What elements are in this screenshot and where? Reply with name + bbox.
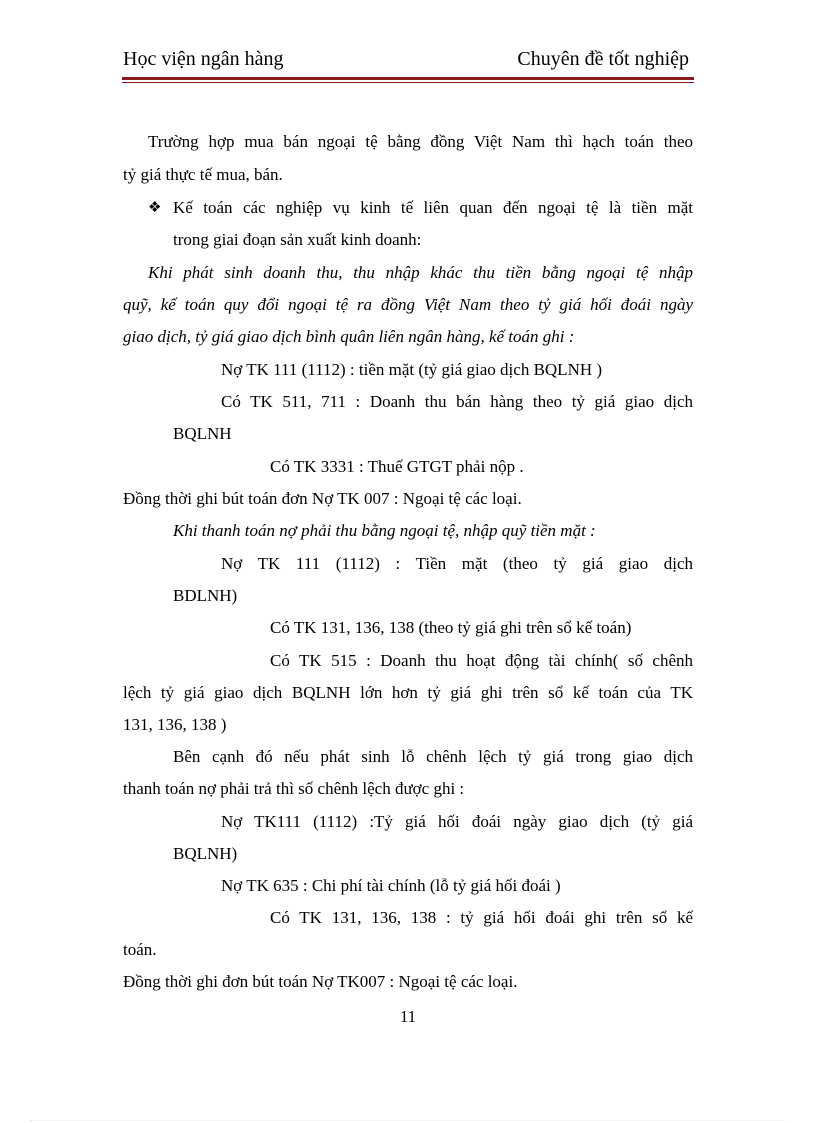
paragraph-line: thanh toán nợ phải trả thì số chênh lệch được ghi : — [123, 779, 465, 798]
italic-line: Khi thanh toán nợ phải thu bằng ngoại tệ, nhập quỹ tiền mặt : — [173, 521, 596, 540]
paragraph-line: 131, 136, 138 ) — [123, 715, 227, 734]
journal-entry-continuation: BQLNH — [173, 424, 232, 443]
journal-entry-credit: Có TK 511, 711 : Doanh thu bán hàng theo tỷ giá giao dịch — [221, 392, 693, 411]
header-rule-thin — [122, 82, 694, 83]
italic-line: quỹ, kế toán quy đổi ngoại tệ ra đồng Việt Nam theo tỷ giá hối đoái ngày — [123, 295, 693, 314]
page-number: 11 — [399, 1007, 417, 1026]
header-rule-thick — [122, 77, 694, 80]
journal-entry-debit: Nợ TK111 (1112) :Tỷ giá hối đoái ngày giao dịch (tỷ giá — [221, 812, 693, 831]
bullet-heading-line: trong giai đoạn sản xuất kinh doanh: — [173, 230, 422, 249]
journal-entry-credit: Có TK 515 : Doanh thu hoạt động tài chính( số chênh — [270, 651, 693, 670]
paragraph-line: Đồng thời ghi đơn bút toán Nợ TK007 : Ngoại tệ các loại. — [123, 972, 518, 991]
journal-entry-continuation: BQLNH) — [173, 844, 238, 863]
paragraph-line: Đồng thời ghi bút toán đơn Nợ TK 007 : Ngoại tệ các loại. — [123, 489, 522, 508]
paragraph-line: lệch tỷ giá giao dịch BQLNH lớn hơn tỷ giá ghi trên sổ kế toán của TK — [123, 683, 693, 702]
bullet-heading-line: Kế toán các nghiệp vụ kinh tế liên quan đến ngoại tệ là tiền mặt — [173, 198, 693, 217]
diamond-bullet-icon: ❖ — [148, 200, 162, 216]
paragraph-line: Bên cạnh đó nếu phát sinh lỗ chênh lệch tỷ giá trong giao dịch — [173, 747, 693, 766]
header-document-type: Chuyên đề tốt nghiệp — [517, 48, 689, 70]
journal-entry-credit: Có TK 131, 136, 138 (theo tỷ giá ghi trên sổ kế toán) — [270, 618, 632, 637]
italic-line: giao dịch, tỷ giá giao dịch bình quân liên ngân hàng, kế toán ghi : — [123, 327, 575, 346]
paragraph-line: Trường hợp mua bán ngoại tệ bằng đồng Việt Nam thì hạch toán theo — [148, 132, 693, 151]
italic-line: Khi phát sinh doanh thu, thu nhập khác thu tiền bằng ngoại tệ nhập — [148, 263, 693, 282]
header-institution: Học viện ngân hàng — [123, 48, 284, 70]
journal-entry-debit: Nợ TK 111 (1112) : tiền mặt (tỷ giá giao dịch BQLNH ) — [221, 360, 603, 379]
paragraph-line: tỷ giá thực tế mua, bán. — [123, 165, 283, 184]
journal-entry-credit: Có TK 3331 : Thuế GTGT phải nộp . — [270, 457, 524, 476]
journal-entry-debit: Nợ TK 635 : Chi phí tài chính (lỗ tỷ giá hối đoái ) — [221, 876, 561, 895]
journal-entry-debit: Nợ TK 111 (1112) : Tiền mặt (theo tỷ giá giao dịch — [221, 554, 693, 573]
journal-entry-credit: Có TK 131, 136, 138 : tỷ giá hối đoái ghi trên sổ kế — [270, 908, 693, 927]
journal-entry-continuation: BDLNH) — [173, 586, 238, 605]
page-bottom-divider — [30, 1120, 786, 1121]
paragraph-line: toán. — [123, 940, 157, 959]
